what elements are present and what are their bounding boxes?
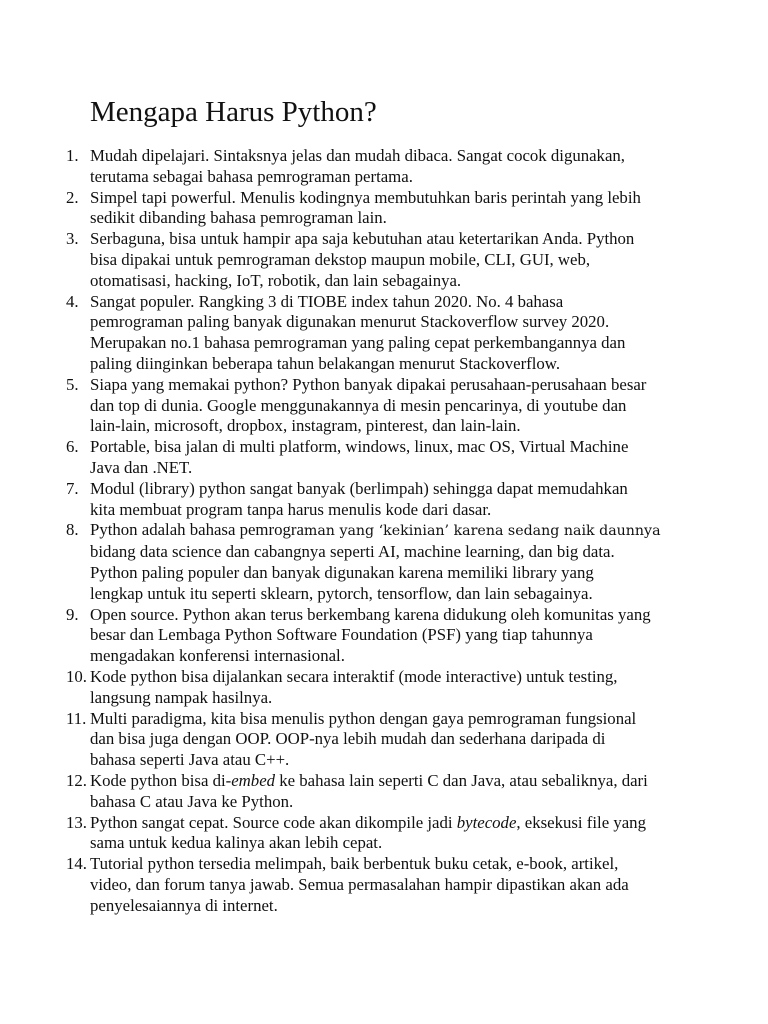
list-item-11 bbox=[0, 709, 680, 771]
item-text-line: bidang data science dan cabangnya seperti AI, machine learning, dan big data. bbox=[90, 542, 615, 562]
item-text-line: bahasa seperti Java atau C++. bbox=[90, 750, 290, 770]
item-text-line bbox=[90, 771, 680, 792]
item-text-line: langsung nampak hasilnya. bbox=[90, 687, 273, 707]
item-text-line: Serbaguna, bisa untuk hampir apa saja kebutuhan atau ketertarikan Anda. Python bbox=[90, 229, 635, 249]
list-item-13 bbox=[0, 813, 680, 855]
list-item-10 bbox=[0, 667, 680, 709]
item-text-line: Multi paradigma, kita bisa menulis python dengan gaya pemrograman fungsional bbox=[90, 708, 637, 728]
item-text-segment: Python sangat cepat. Source code akan dikompile jadi bbox=[90, 812, 457, 832]
item-text-line: penyelesaiannya di internet. bbox=[90, 895, 278, 915]
item-text-line: besar dan Lembaga Python Software Foundation (PSF) yang tiap tahunnya bbox=[90, 625, 593, 645]
list-item-9 bbox=[0, 605, 680, 667]
item-text-line: terutama sebagai bahasa pemrograman pertama. bbox=[90, 166, 413, 186]
item-text-line: mengadakan konferensi internasional. bbox=[90, 646, 345, 666]
item-text-line: Java dan .NET. bbox=[90, 457, 193, 477]
item-text-line: Siapa yang memakai python? Python banyak dipakai perusahaan-perusahaan besar bbox=[90, 374, 647, 394]
item-text-line: Mudah dipelajari. Sintaksnya jelas dan mudah dibaca. Sangat cocok digunakan, bbox=[90, 146, 625, 165]
reasons-list bbox=[0, 146, 768, 916]
item-number: 5. bbox=[66, 374, 79, 394]
item-number: 13. bbox=[66, 812, 87, 832]
item-text-italic: embed bbox=[231, 770, 276, 790]
item-text-line: Modul (library) python sangat banyak (berlimpah) sehingga dapat memudahkan bbox=[90, 478, 628, 498]
item-number: 8. bbox=[66, 520, 79, 540]
item-text-line: dan bisa juga dengan OOP. OOP-nya lebih mudah dan sederhana daripada di bbox=[90, 729, 606, 749]
item-text-line: bisa dipakai untuk pemrograman dekstop maupun mobile, CLI, GUI, web, bbox=[90, 249, 591, 269]
list-item-8 bbox=[0, 520, 680, 604]
page-title: Mengapa Harus Python? bbox=[90, 96, 377, 128]
item-number: 1. bbox=[66, 146, 79, 165]
item-text-segment-alt-font: man yang ‘kekinian’ karena sedang naik daunnya bbox=[303, 523, 661, 540]
item-text-line: sedikit dibanding bahasa pemrograman lain. bbox=[90, 208, 387, 228]
list-item-1 bbox=[0, 146, 680, 188]
item-text-line: Python paling populer dan banyak digunakan karena memiliki library yang bbox=[90, 562, 594, 582]
item-text-line: Open source. Python akan terus berkembang karena didukung oleh komunitas yang bbox=[90, 604, 651, 624]
item-text-line: pemrograman paling banyak digunakan menurut Stackoverflow survey 2020. bbox=[90, 312, 610, 332]
item-text-segment: , eksekusi file yang bbox=[516, 812, 646, 832]
item-text-line: paling diinginkan beberapa tahun belakangan menurut Stackoverflow. bbox=[90, 353, 561, 373]
item-number: 6. bbox=[66, 437, 79, 457]
list-item-7 bbox=[0, 479, 680, 521]
item-number: 11. bbox=[66, 708, 87, 728]
item-number: 4. bbox=[66, 291, 79, 311]
item-text-line: lengkap untuk itu seperti sklearn, pytorch, tensorflow, dan lain sebagainya. bbox=[90, 583, 593, 603]
item-text-line: video, dan forum tanya jawab. Semua permasalahan hampir dipastikan akan ada bbox=[90, 874, 629, 894]
item-text-line bbox=[90, 520, 680, 542]
list-item-12 bbox=[0, 771, 680, 813]
item-text-line: Tutorial python tersedia melimpah, baik berbentuk buku cetak, e-book, artikel, bbox=[90, 854, 619, 874]
item-text-line: Sangat populer. Rangking 3 di TIOBE index tahun 2020. No. 4 bahasa bbox=[90, 291, 564, 311]
item-text-line: Merupakan no.1 bahasa pemrograman yang paling cepat perkembangannya dan bbox=[90, 333, 626, 353]
item-number: 10. bbox=[66, 666, 87, 686]
item-text-segment: Python adalah bahasa pemrogra bbox=[90, 520, 304, 540]
item-text-segment: ke bahasa lain seperti C dan Java, atau sebaliknya, dari bbox=[275, 770, 648, 790]
item-number: 14. bbox=[66, 854, 87, 874]
item-text-italic: bytecode bbox=[456, 812, 517, 832]
item-text-line: lain-lain, microsoft, dropbox, instagram, pinterest, dan lain-lain. bbox=[90, 416, 521, 436]
list-item-6 bbox=[0, 437, 680, 479]
list-item-3 bbox=[0, 229, 680, 291]
item-number: 2. bbox=[66, 187, 79, 207]
list-item-14 bbox=[0, 854, 680, 916]
item-text-line: Portable, bisa jalan di multi platform, windows, linux, mac OS, Virtual Machine bbox=[90, 437, 629, 457]
item-number: 9. bbox=[66, 604, 79, 624]
item-text-line: dan top di dunia. Google menggunakannya di mesin pencarinya, di youtube dan bbox=[90, 395, 627, 415]
item-text-line bbox=[90, 813, 680, 834]
list-item-4 bbox=[0, 292, 680, 375]
item-text-line: kita membuat program tanpa harus menulis kode dari dasar. bbox=[90, 499, 492, 519]
item-number: 12. bbox=[66, 770, 87, 790]
item-text-line: Kode python bisa dijalankan secara interaktif (mode interactive) untuk testing, bbox=[90, 666, 618, 686]
item-number: 3. bbox=[66, 229, 79, 249]
list-item-5 bbox=[0, 375, 680, 437]
list-item-2 bbox=[0, 188, 680, 230]
item-text-line: otomatisasi, hacking, IoT, robotik, dan lain sebagainya. bbox=[90, 270, 462, 290]
item-text-line: sama untuk kedua kalinya akan lebih cepat. bbox=[90, 833, 383, 853]
item-text-line: Simpel tapi powerful. Menulis kodingnya membutuhkan baris perintah yang lebih bbox=[90, 187, 641, 207]
item-text-line: bahasa C atau Java ke Python. bbox=[90, 791, 294, 811]
item-text-segment: Kode python bisa di- bbox=[90, 770, 232, 790]
item-number: 7. bbox=[66, 478, 79, 498]
